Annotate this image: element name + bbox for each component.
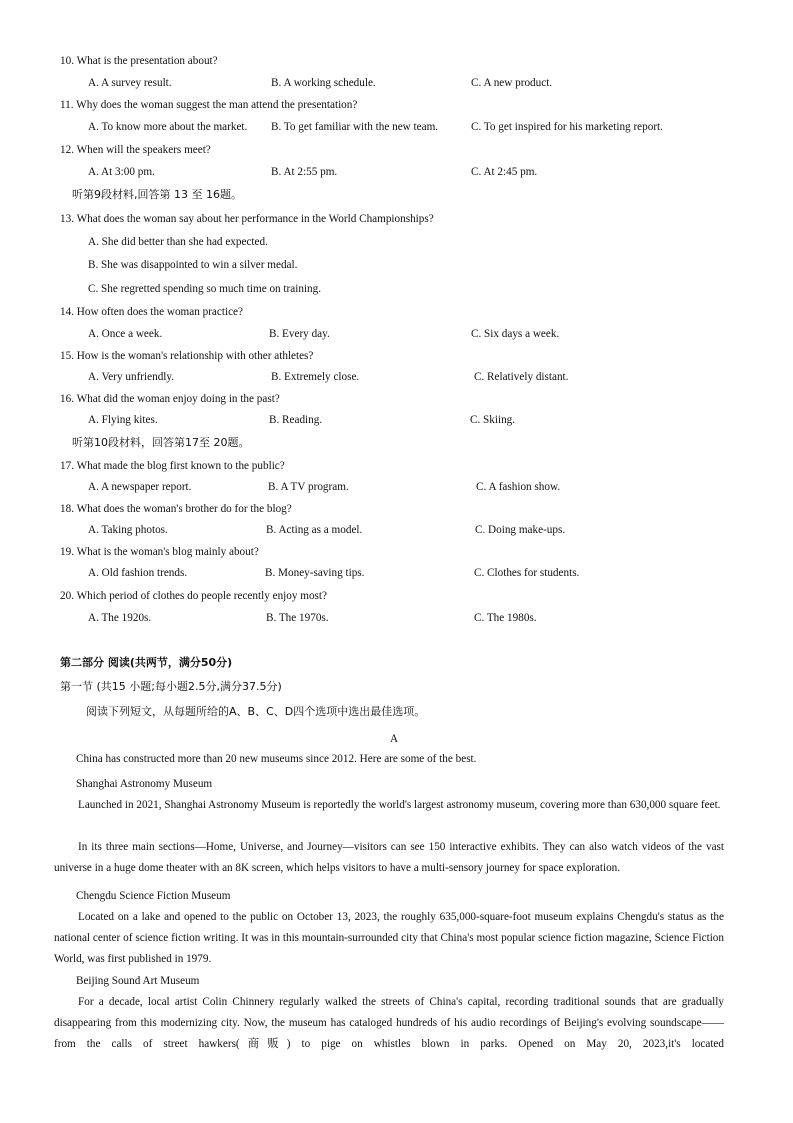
question-11: 11. Why does the woman suggest the man attend the presentation? bbox=[60, 99, 358, 111]
museum-title-beijing: Beijing Sound Art Museum bbox=[76, 975, 200, 987]
question-16: 16. What did the woman enjoy doing in the past? bbox=[60, 393, 280, 405]
option-a: A. To know more about the market. bbox=[88, 121, 248, 133]
option-b: B. Reading. bbox=[269, 414, 323, 426]
question-20: 20. Which period of clothes do people recently enjoy most? bbox=[60, 590, 327, 602]
option-c: C. A fashion show. bbox=[476, 481, 561, 493]
option-c: C. Relatively distant. bbox=[474, 371, 569, 383]
option-a: A. A survey result. bbox=[88, 77, 172, 89]
passage-label: A bbox=[390, 733, 399, 745]
option-c: C. Skiing. bbox=[470, 414, 516, 426]
option-c: C. To get inspired for his marketing report. bbox=[471, 121, 663, 133]
option-c: C. A new product. bbox=[471, 77, 553, 89]
question-15: 15. How is the woman's relationship with other athletes? bbox=[60, 350, 314, 362]
option-c: C. Six days a week. bbox=[471, 328, 560, 340]
option-b: B. She was disappointed to win a silver medal. bbox=[88, 259, 298, 271]
passage-intro: China has constructed more than 20 new museums since 2012. Here are some of the best. bbox=[76, 753, 477, 765]
option-b: B. To get familiar with the new team. bbox=[271, 121, 439, 133]
question-12: 12. When will the speakers meet? bbox=[60, 144, 211, 156]
option-c: C. The 1980s. bbox=[474, 612, 537, 624]
section-title: 第一节 (共15 小题;每小题2.5分,满分37.5分) bbox=[60, 680, 282, 693]
option-a: A. A newspaper report. bbox=[88, 481, 192, 493]
option-c: C. Clothes for students. bbox=[474, 567, 580, 579]
museum-paragraph: For a decade, local artist Colin Chinnery regularly walked the streets of China's capital, recording traditional sounds that are gradually disappearing from this modernizing city. Now, the museum has cataloged hundreds of his audio recordings of Beijing's evolving soundscape——from the calls of street hawkers(商贩) to pige on whistles blown in parks. Opened on May 20, 2023,it's located bbox=[54, 996, 724, 1050]
option-b: B. At 2:55 pm. bbox=[271, 166, 338, 178]
option-b: B. Acting as a model. bbox=[266, 524, 363, 536]
section-instruction-9: 听第9段材料,回答第 13 至 16题。 bbox=[72, 188, 242, 201]
question-17: 17. What made the blog first known to the public? bbox=[60, 460, 285, 472]
museum-title-shanghai: Shanghai Astronomy Museum bbox=[76, 778, 213, 790]
option-a: A. Very unfriendly. bbox=[88, 371, 175, 383]
option-b: B. Extremely close. bbox=[271, 371, 360, 383]
museum-paragraph: In its three main sections—Home, Universe, and Journey—visitors can see 150 interactive exhibits. They can also watch videos of the vast universe in a huge dome theater with an 8K screen, which helps visitors to have a multi-sensory journey for space exploration. bbox=[54, 841, 724, 874]
question-14: 14. How often does the woman practice? bbox=[60, 306, 243, 318]
section-instruction-10: 听第10段材料，回答第17至 20题。 bbox=[72, 436, 250, 449]
question-19: 19. What is the woman's blog mainly about? bbox=[60, 546, 259, 558]
option-b: B. A working schedule. bbox=[271, 77, 376, 89]
question-13: 13. What does the woman say about her performance in the World Championships? bbox=[60, 213, 434, 225]
question-10: 10. What is the presentation about? bbox=[60, 55, 218, 67]
option-a: A. Old fashion trends. bbox=[88, 567, 188, 579]
option-b: B. Money-saving tips. bbox=[265, 567, 365, 579]
reading-instruction: 阅读下列短文，从每题所给的A、B、C、D四个选项中选出最佳选项。 bbox=[86, 705, 426, 718]
option-b: B. A TV program. bbox=[268, 481, 349, 493]
museum-title-chengdu: Chengdu Science Fiction Museum bbox=[76, 890, 231, 902]
option-a: A. The 1920s. bbox=[88, 612, 152, 624]
part-title: 第二部分 阅读(共两节，满分50分) bbox=[60, 656, 233, 669]
option-c: C. Doing make-ups. bbox=[475, 524, 566, 536]
option-a: A. She did better than she had expected. bbox=[88, 236, 268, 248]
option-a: A. Taking photos. bbox=[88, 524, 168, 536]
option-c: C. She regretted spending so much time on training. bbox=[88, 283, 322, 295]
option-a: A. Once a week. bbox=[88, 328, 163, 340]
option-b: B. Every day. bbox=[269, 328, 330, 340]
museum-paragraph: Located on a lake and opened to the public on October 13, 2023, the roughly 635,000-square-foot museum explains Chengdu's status as the national center of science fiction writing. It was in this mountain-surrounded city that China's most popular science fiction magazine, Science Fiction World, was first published in 1979. bbox=[54, 911, 724, 965]
question-18: 18. What does the woman's brother do for the blog? bbox=[60, 503, 292, 515]
option-a: A. Flying kites. bbox=[88, 414, 158, 426]
option-a: A. At 3:00 pm. bbox=[88, 166, 155, 178]
option-b: B. The 1970s. bbox=[266, 612, 329, 624]
option-c: C. At 2:45 pm. bbox=[471, 166, 538, 178]
museum-paragraph: Launched in 2021, Shanghai Astronomy Museum is reportedly the world's largest astronomy museum, covering more than 630,000 square feet. bbox=[78, 799, 721, 811]
